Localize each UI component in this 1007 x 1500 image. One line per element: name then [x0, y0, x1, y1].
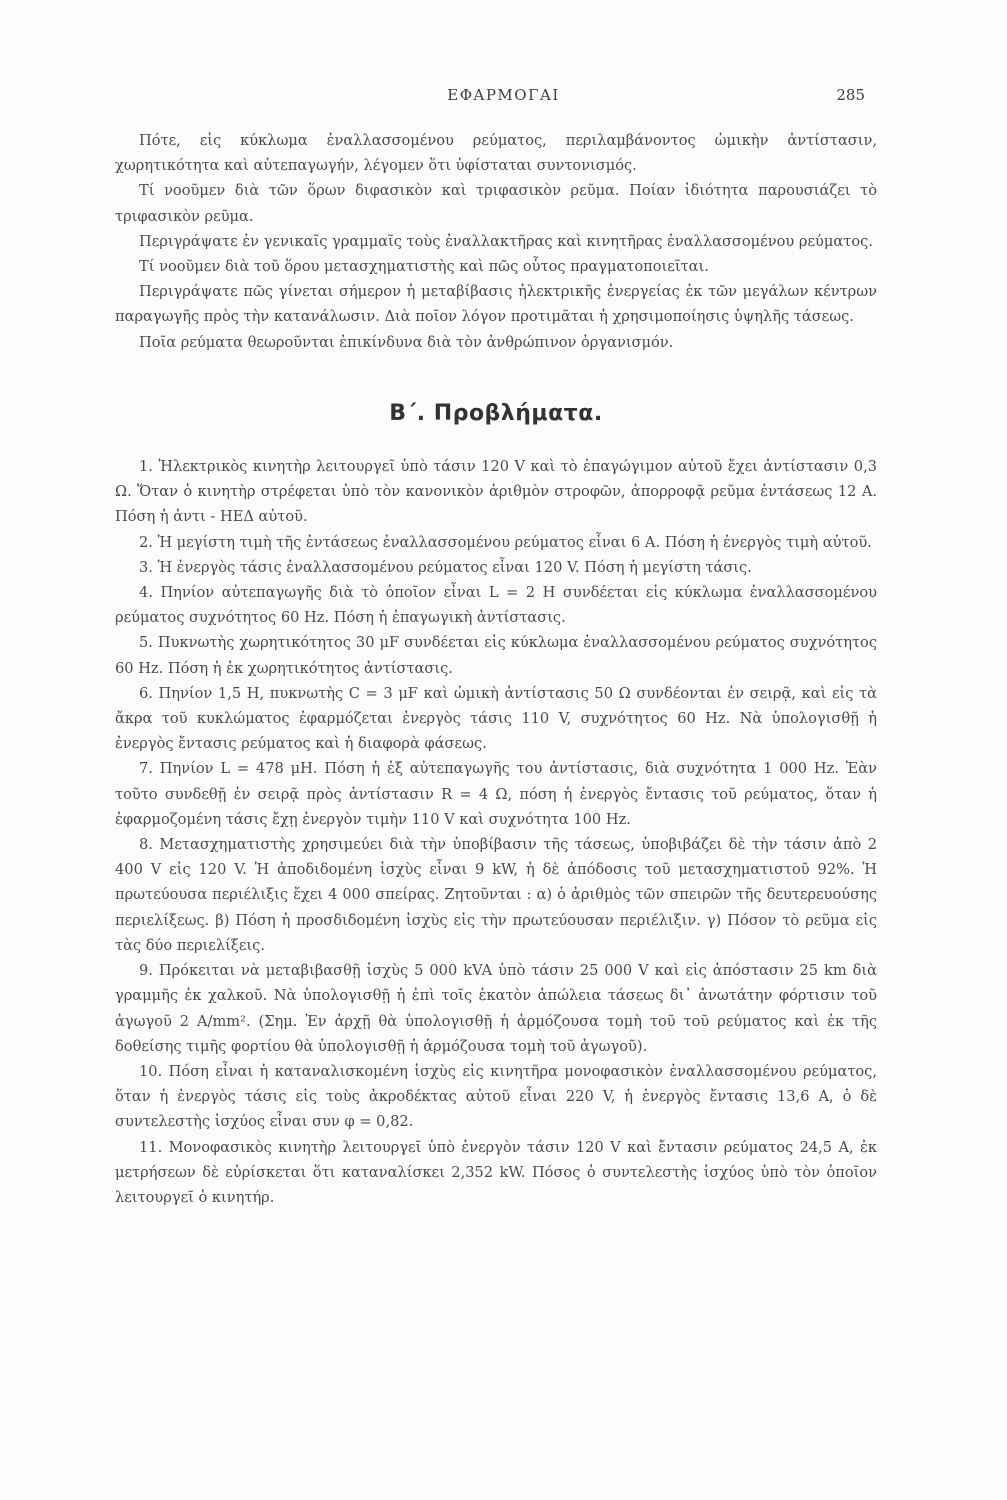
problems-list — [115, 454, 877, 1210]
problem-6: 6. Πηνίον 1,5 H, πυκνωτὴς C = 3 μF καὶ ὠμικὴ ἀντίστασις 50 Ω συνδέονται ἐν σειρᾷ, καὶ εἰς τὰ ἄκρα τοῦ κυκλώματος ἐφαρμόζεται ἐνεργὸς τάσις 110 V, συχνότητος 60 Hz. Νὰ ὑπολογισθῇ ἡ ἐνεργὸς ἔντασις ρεύματος καὶ ἡ διαφορὰ φάσεως. — [115, 684, 877, 753]
problem-8: 8. Μετασχηματιστὴς χρησιμεύει διὰ τὴν ὑποβίβασιν τῆς τάσεως, ὑποβιβάζει δὲ τὴν τάσιν ἀπὸ 2 400 V εἰς 120 V. Ἡ ἀποδιδομένη ἰσχὺς εἶναι 9 kW, ἡ δὲ ἀπόδοσις τοῦ μετασχηματιστοῦ 92%. Ἡ πρωτεύουσα περιέλιξις ἔχει 4 000 σπείρας. Ζητοῦνται : α) ὁ ἀριθμὸς τῶν σπειρῶν τῆς δευτερευούσης περιελίξεως. β) Πόση ἡ προσδιδομένη ἰσχὺς εἰς τὴν πρωτεύουσαν περιέλιξιν. γ) Πόσον τὸ ρεῦμα εἰς τὰς δύο περιελίξεις. — [115, 836, 877, 954]
question-3: Περιγράψατε ἐν γενικαῖς γραμμαῖς τοὺς ἐναλλακτῆρας καὶ κινητῆρας ἐναλλασσομένου ρεύματος. — [139, 232, 873, 250]
problem-9: 9. Πρόκειται νὰ μεταβιβασθῇ ἰσχὺς 5 000 kVA ὑπὸ τάσιν 25 000 V καὶ εἰς ἀπόστασιν 25 km διὰ γραμμῆς ἐκ χαλκοῦ. Νὰ ὑπολογισθῇ ἡ ἐπὶ τοῖς ἑκατὸν ἀπώλεια τάσεως δι᾽ ἀνωτάτην φόρτισιν τοῦ ἀγωγοῦ 2 A/mm². (Σημ. Ἐν ἀρχῇ θὰ ὑπολογισθῇ ἡ ἁρμόζουσα τομὴ τοῦ τοῦ ρεύματος καὶ ἐκ τῆς δοθείσης τιμῆς φορτίου θὰ ὑπολογισθῇ ἡ ἁρμόζουσα τομὴ τοῦ ἀγωγοῦ). — [115, 962, 877, 1055]
page-header — [0, 86, 1007, 110]
question-5: Περιγράψατε πῶς γίνεται σήμερον ἡ μεταβίβασις ἠλεκτρικῆς ἐνεργείας ἐκ τῶν μεγάλων κέντρων παραγωγῆς πρὸς τὴν κατανάλωσιν. Διὰ ποῖον λόγον προτιμᾶται ἡ χρησιμοποίησις ὑψηλῆς τάσεως. — [115, 283, 877, 326]
running-head: ΕΦΑΡΜΟΓΑΙ — [447, 86, 560, 104]
problem-4: 4. Πηνίον αὐτεπαγωγῆς διὰ τὸ ὁποῖον εἶναι L = 2 H συνδέεται εἰς κύκλωμα ἐναλλασσομένου ρεύματος συχνότητος 60 Hz. Πόση ἡ ἐπαγωγικὴ ἀντίστασις. — [115, 584, 877, 627]
section-title: Β΄. Προβλήματα. — [389, 400, 603, 426]
question-2: Τί νοοῦμεν διὰ τῶν ὅρων διφασικὸν καὶ τριφασικὸν ρεῦμα. Ποίαν ἰδιότητα παρουσιάζει τὸ τριφασικὸν ρεῦμα. — [115, 182, 877, 225]
problem-5: 5. Πυκνωτὴς χωρητικότητος 30 μF συνδέεται εἰς κύκλωμα ἐναλλασσομένου ρεύματος συχνότητος 60 Hz. Πόση ἡ ἐκ χωρητικότητος ἀντίστασις. — [115, 634, 877, 677]
page-number: 285 — [836, 86, 865, 104]
review-questions — [115, 128, 877, 355]
problem-2: 2. Ἡ μεγίστη τιμὴ τῆς ἐντάσεως ἐναλλασσομένου ρεύματος εἶναι 6 A. Πόση ἡ ἐνεργὸς τιμὴ αὐτοῦ. — [139, 533, 872, 551]
problem-10: 10. Πόση εἶναι ἡ καταναλισκομένη ἰσχὺς εἰς κινητῆρα μονοφασικὸν ἐναλλασσομένου ρεύματος, ὅταν ἡ ἐνεργὸς τάσις εἰς τοὺς ἀκροδέκτας αὐτοῦ εἶναι 220 V, ἡ ἐνεργὸς ἔντασις 13,6 A, ὁ δὲ συντελεστὴς ἰσχύος εἶναι συν φ = 0,82. — [115, 1062, 877, 1131]
problem-3: 3. Ἡ ἐνεργὸς τάσις ἐναλλασσομένου ρεύματος εἶναι 120 V. Πόση ἡ μεγίστη τάσις. — [139, 558, 752, 576]
question-6: Ποῖα ρεύματα θεωροῦνται ἐπικίνδυνα διὰ τὸν ἀνθρώπινον ὀργανισμόν. — [139, 333, 674, 351]
question-4: Τί νοοῦμεν διὰ τοῦ ὅρου μετασχηματιστὴς καὶ πῶς οὗτος πραγματοποιεῖται. — [139, 258, 709, 276]
problem-11: 11. Μονοφασικὸς κινητὴρ λειτουργεῖ ὑπὸ ἐνεργὸν τάσιν 120 V καὶ ἔντασιν ρεύματος 24,5 A, ἐκ μετρήσεων δὲ εὑρίσκεται ὅτι καταναλίσκει 2,352 kW. Πόσος ὁ συντελεστὴς ἰσχύος ὑπὸ τὸν ὁποῖον λειτουργεῖ ὁ κινητήρ. — [115, 1138, 877, 1206]
problem-7: 7. Πηνίον L = 478 μH. Πόση ἡ ἐξ αὐτεπαγωγῆς του ἀντίστασις, διὰ συχνότητα 1 000 Hz. Ἐὰν τοῦτο συνδεθῇ ἐν σειρᾷ πρὸς ἀντίστασιν R = 4 Ω, πόση ἡ ἐνεργὸς ἔντασις τοῦ ρεύματος, ὅταν ἡ ἐφαρμοζομένη τάσις ἔχῃ ἐνεργὸν τιμὴν 110 V καὶ συχνότητα 100 Hz. — [115, 760, 877, 828]
problem-1: 1. Ἠλεκτρικὸς κινητὴρ λειτουργεῖ ὑπὸ τάσιν 120 V καὶ τὸ ἐπαγώγιμον αὐτοῦ ἔχει ἀντίστασιν 0,3 Ω. Ὅταν ὁ κινητὴρ στρέφεται ὑπὸ τὸν κανονικὸν ἀριθμὸν στροφῶν, ἀπορροφᾷ ρεῦμα ἐντάσεως 12 A. Πόση ἡ ἀντι - ΗΕΔ αὐτοῦ. — [115, 458, 877, 526]
question-1: Πότε, εἰς κύκλωμα ἐναλλασσομένου ρεύματος, περιλαμβάνοντος ὠμικὴν ἀντίστασιν, χωρητικότητα καὶ αὐτεπαγωγήν, λέγομεν ὅτι ὑφίσταται συντονισμός. — [115, 132, 877, 175]
page-content — [115, 128, 877, 1210]
